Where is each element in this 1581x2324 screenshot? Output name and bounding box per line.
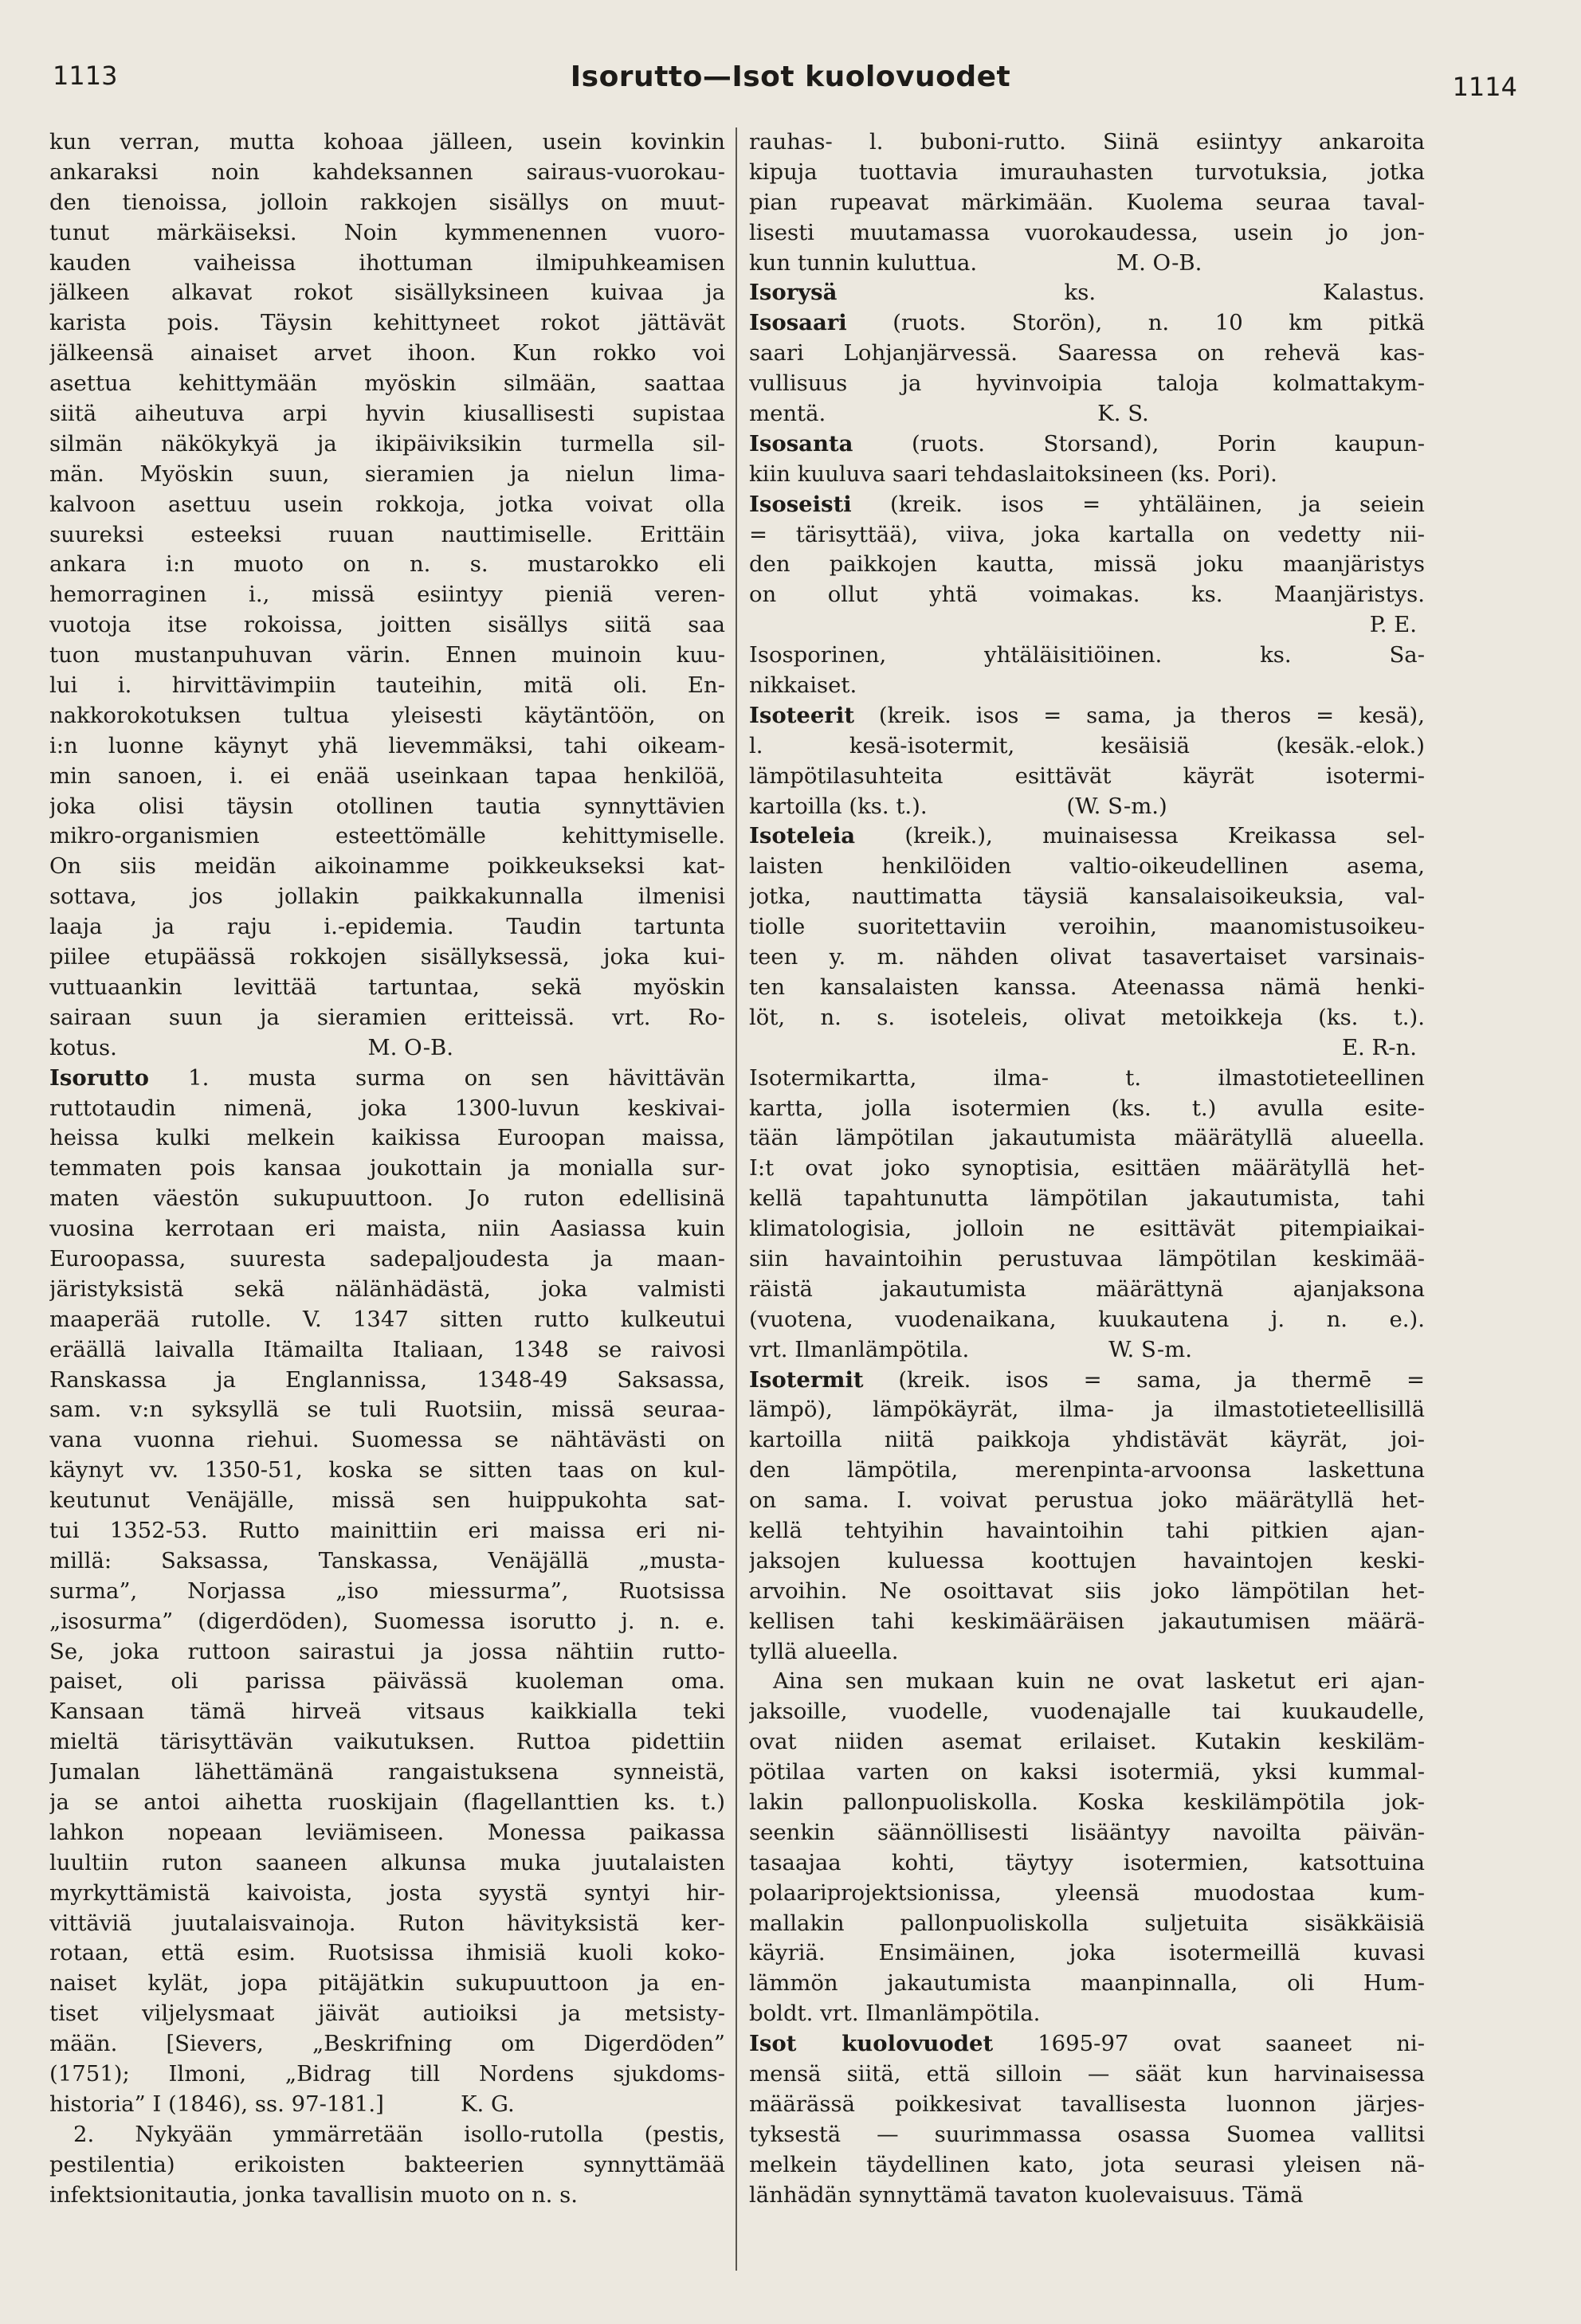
text-line: laisten henkilöiden valtio-oikeudellinen asema, bbox=[749, 853, 1425, 880]
text-line: kellä tapahtunutta lämpötilan jakautumista, tahi bbox=[749, 1186, 1425, 1212]
text-line: klimatologisia, jolloin ne esittävät pitempiaikai- bbox=[749, 1216, 1425, 1242]
text-line: ten kansalaisten kanssa. Ateenassa nämä henki- bbox=[749, 974, 1425, 1000]
text-line: = tärisyttää), viiva, joka kartalla on vedetty nii- bbox=[749, 521, 1425, 547]
text-line: Se, joka ruttoon sairastui ja jossa nähtiin rutto- bbox=[49, 1638, 725, 1664]
text-line: tiset viljelysmaat jäivät autioiksi ja metsisty- bbox=[49, 2001, 725, 2027]
text-line: silmän näkökykyä ja ikipäiviksikin turmella sil- bbox=[49, 430, 725, 457]
text-line: vullisuus ja hyvinvoipia taloja kolmattakym- bbox=[749, 370, 1425, 397]
text-line: (1751); Ilmoni, „Bidrag till Nordens sjukdoms- bbox=[49, 2061, 725, 2087]
text-line: jälkeensä ainaiset arvet ihoon. Kun rokko voi bbox=[49, 340, 725, 366]
text-line: Isotermit (kreik. isos = sama, ja thermē = bbox=[749, 1366, 1425, 1393]
text-line: piilee etupäässä rokkojen sisällyksessä, joka kui- bbox=[49, 944, 725, 970]
text-line: arvoihin. Ne osoittavat siis joko lämpötilan het- bbox=[749, 1577, 1425, 1604]
text-line: On siis meidän aikoinamme poikkeukseksi kat- bbox=[49, 853, 725, 880]
text-line: Isorutto 1. musta surma on sen hävittävän bbox=[49, 1064, 725, 1091]
text-line: kipuja tuottavia imurauhasten turvotuksia, jotka bbox=[749, 159, 1425, 185]
text-line: vuosina kerrotaan eri maista, niin Aasiassa kuin bbox=[49, 1216, 725, 1242]
text-line: infektsionitautia, jonka tavallisin muoto on n. s. bbox=[49, 2181, 578, 2208]
text-line: saari Lohjanjärvessä. Saaressa on rehevä kas- bbox=[749, 340, 1425, 366]
text-line: pötilaa varten on kaksi isotermiä, yksi kummal- bbox=[749, 1759, 1425, 1785]
text-line: polaariprojektsionissa, yleensä muodostaa kum- bbox=[749, 1879, 1425, 1906]
text-line: vrt. Ilmanlämpötila. W. S-m. bbox=[749, 1336, 1192, 1362]
text-line: Isot kuolovuodet 1695-97 ovat saaneet ni- bbox=[749, 2031, 1425, 2057]
text-line: rotaan, että esim. Ruotsissa ihmisiä kuoli koko- bbox=[49, 1940, 725, 1966]
text-line: lämpö), lämpökäyrät, ilma- ja ilmastotieteellisillä bbox=[749, 1397, 1425, 1423]
text-line: jaksoille, vuodelle, vuodenajalle tai kuukaudelle, bbox=[749, 1699, 1425, 1725]
running-title: Isorutto—Isot kuolovuodet bbox=[570, 61, 1011, 93]
text-line: Euroopassa, suuresta sadepaljoudesta ja maan- bbox=[49, 1245, 725, 1272]
text-line: lisesti muutamassa vuorokaudessa, usein jo jon- bbox=[749, 219, 1425, 245]
text-line: temmaten pois kansaa joukottain ja monialla sur- bbox=[49, 1155, 725, 1182]
text-line: laaja ja raju i.-epidemia. Taudin tartunta bbox=[49, 914, 725, 940]
text-line: P. E. bbox=[1369, 612, 1417, 638]
text-line: heissa kulki melkein kaikissa Euroopan maissa, bbox=[49, 1125, 725, 1151]
text-line: Isosaari (ruots. Storön), n. 10 km pitkä bbox=[749, 310, 1425, 336]
text-line: kellisen tahi keskimääräisen jakautumisen määrä- bbox=[749, 1608, 1425, 1634]
text-line: eräällä laivalla Itämailta Italiaan, 1348 se raivosi bbox=[49, 1336, 725, 1362]
text-line: siin havaintoihin perustuvaa lämpötilan keskimää- bbox=[749, 1245, 1425, 1272]
text-line: tyksestä — suurimmassa osassa Suomea vallitsi bbox=[749, 2121, 1425, 2147]
text-line: I:t ovat joko synoptisia, esittäen määrätyllä het- bbox=[749, 1155, 1425, 1182]
text-line: kotus. M. O-B. bbox=[49, 1034, 453, 1060]
text-line: käyriä. Ensimäinen, joka isotermeillä kuvasi bbox=[749, 1940, 1425, 1966]
text-line: Isoteerit (kreik. isos = sama, ja theros = kesä), bbox=[749, 702, 1425, 728]
text-line: tui 1352-53. Rutto mainittiin eri maissa eri ni- bbox=[49, 1517, 725, 1543]
text-line: joka olisi täysin otollinen tautia synnyttävien bbox=[49, 793, 725, 819]
text-line: kun verran, mutta kohoaa jälleen, usein kovinkin bbox=[49, 129, 725, 155]
text-line: Isotermikartta, ilma- t. ilmastotieteellinen bbox=[749, 1064, 1425, 1091]
text-line: Isosanta (ruots. Storsand), Porin kaupun- bbox=[749, 430, 1425, 457]
text-line: ankara i:n muoto on n. s. mustarokko eli bbox=[49, 551, 725, 578]
text-line: vittäviä juutalaisvainoja. Ruton hävityksistä ker- bbox=[49, 1910, 725, 1936]
text-line: melkein täydellinen kato, jota seurasi yleisen nä- bbox=[749, 2151, 1425, 2177]
text-line: suureksi esteeksi ruuan nauttimiselle. Erittäin bbox=[49, 521, 725, 547]
text-line: on ollut yhtä voimakas. ks. Maanjäristys. bbox=[749, 582, 1425, 608]
right-text-column bbox=[749, 127, 1425, 2210]
text-line: kalvoon asettuu usein rokkoja, jotka voivat olla bbox=[49, 491, 725, 517]
text-line: naiset kylät, jopa pitäjätkin sukupuuttoon ja en- bbox=[49, 1970, 725, 1997]
text-line: ankaraksi noin kahdeksannen sairaus-vuorokau- bbox=[49, 159, 725, 185]
text-line: teen y. m. nähden olivat tasavertaiset varsinais- bbox=[749, 944, 1425, 970]
text-line: sottava, jos jollakin paikkakunnalla ilmenisi bbox=[49, 884, 725, 910]
page-number-right: 1114 bbox=[1452, 72, 1517, 102]
text-line: mään. [Sievers, „Beskrifning om Digerdöden” bbox=[49, 2031, 725, 2057]
text-line: Isorysä ks. Kalastus. bbox=[749, 280, 1425, 306]
text-line: maten väestön sukupuuttoon. Jo ruton edellisinä bbox=[49, 1186, 725, 1212]
left-text-column bbox=[49, 127, 725, 2210]
text-line: i:n luonne käynyt yhä lievemmäksi, tahi oikeam- bbox=[49, 732, 725, 758]
text-line: löt, n. s. isoteleis, olivat metoikkeja (ks. t.). bbox=[749, 1004, 1425, 1030]
text-line: tiolle suoritettaviin veroihin, maanomistusoikeu- bbox=[749, 914, 1425, 940]
text-line: tunut märkäiseksi. Noin kymmenennen vuoro- bbox=[49, 219, 725, 245]
text-line: Aina sen mukaan kuin ne ovat lasketut eri ajan- bbox=[773, 1668, 1425, 1695]
text-line: määrässä poikkesivat tavallisesta luonnon järjes- bbox=[749, 2091, 1425, 2117]
text-line: E. R-n. bbox=[1341, 1034, 1417, 1060]
text-line: jälkeen alkavat rokot sisällyksineen kuivaa ja bbox=[49, 280, 725, 306]
text-line: keutunut Venäjälle, missä sen huippukohta sat- bbox=[49, 1487, 725, 1514]
text-line: lahkon nopeaan leviämiseen. Monessa paikassa bbox=[49, 1819, 725, 1845]
text-line: män. Myöskin suun, sieramien ja nielun lima- bbox=[49, 460, 725, 487]
text-line: sairaan suun ja sieramien eritteissä. vrt. Ro- bbox=[49, 1004, 725, 1030]
text-line: myrkyttämistä kaivoista, josta syystä syntyi hir- bbox=[49, 1879, 725, 1906]
text-line: den paikkojen kautta, missä joku maanjäristys bbox=[749, 551, 1425, 578]
text-line: siitä aiheutuva arpi hyvin kiusallisesti supistaa bbox=[49, 401, 725, 427]
text-line: lämpötilasuhteita esittävät käyrät isotermi- bbox=[749, 762, 1425, 789]
page-number-left: 1113 bbox=[53, 61, 118, 91]
text-line: ja se antoi aihetta ruoskijain (flagellanttien ks. t.) bbox=[49, 1789, 725, 1815]
text-line: ovat niiden asemat erilaiset. Kutakin keskiläm- bbox=[749, 1729, 1425, 1755]
text-line: asettua kehittymään myöskin silmään, saattaa bbox=[49, 370, 725, 397]
text-line: järistyksistä sekä nälänhädästä, joka valmisti bbox=[49, 1276, 725, 1302]
text-line: vuotoja itse rokoissa, joitten sisällys siitä saa bbox=[49, 612, 725, 638]
text-line: kauden vaiheissa ihottuman ilmipuhkeamisen bbox=[49, 249, 725, 276]
text-line: paiset, oli parissa päivässä kuoleman oma. bbox=[49, 1668, 725, 1695]
text-line: Kansaan tämä hirveä vitsaus kaikkialla teki bbox=[49, 1699, 725, 1725]
text-line: lui i. hirvittävimpiin tauteihin, mitä oli. En- bbox=[49, 672, 725, 699]
text-line: (vuotena, vuodenaikana, kuukautena j. n. e.). bbox=[749, 1306, 1425, 1332]
text-line: den tienoissa, jolloin rakkojen sisällys on muut- bbox=[49, 189, 725, 215]
text-line: karista pois. Täysin kehittyneet rokot jättävät bbox=[49, 310, 725, 336]
text-line: 2. Nykyään ymmärretään isollo-rutolla (pestis, bbox=[73, 2121, 725, 2147]
text-line: historia” I (1846), ss. 97-181.] K. G. bbox=[49, 2091, 515, 2117]
text-line: maaperää rutolle. V. 1347 sitten rutto kulkeutui bbox=[49, 1306, 725, 1332]
text-line: hemorraginen i., missä esiintyy pieniä veren- bbox=[49, 582, 725, 608]
text-line: tyllä alueella. bbox=[749, 1638, 899, 1664]
text-line: räistä jakautumista määrättynä ajanjaksona bbox=[749, 1276, 1425, 1302]
text-line: nikkaiset. bbox=[749, 672, 857, 699]
text-line: nakkorokotuksen tultua yleisesti käytäntöön, on bbox=[49, 702, 725, 728]
text-line: kartoilla (ks. t.). (W. S-m.) bbox=[749, 793, 1167, 819]
text-line: ruttotaudin nimenä, joka 1300-luvun keskivai- bbox=[49, 1095, 725, 1121]
text-line: Ranskassa ja Englannissa, 1348-49 Saksassa, bbox=[49, 1366, 725, 1393]
text-line: vana vuonna riehui. Suomessa se nähtävästi on bbox=[49, 1427, 725, 1453]
text-line: tasaajaa kohti, täytyy isotermien, katsottuina bbox=[749, 1849, 1425, 1875]
text-line: Jumalan lähettämänä rangaistuksena synneistä, bbox=[49, 1759, 725, 1785]
text-line: kiin kuuluva saari tehdaslaitoksineen (ks. Pori). bbox=[749, 460, 1277, 487]
text-line: millä: Saksassa, Tanskassa, Venäjällä „musta- bbox=[49, 1547, 725, 1574]
text-line: mieltä tärisyttävän vaikutuksen. Ruttoa pidettiin bbox=[49, 1729, 725, 1755]
text-line: kartoilla niitä paikkoja yhdistävät käyrät, joi- bbox=[749, 1427, 1425, 1453]
text-line: vuttuaankin levittää tartuntaa, sekä myöskin bbox=[49, 974, 725, 1000]
page-header bbox=[48, 61, 1533, 108]
text-line: sam. v:n syksyllä se tuli Ruotsiin, missä seuraa- bbox=[49, 1397, 725, 1423]
text-line: Isosporinen, yhtäläisitiöinen. ks. Sa- bbox=[749, 642, 1425, 668]
text-line: länhädän synnyttämä tavaton kuolevaisuus. Tämä bbox=[749, 2181, 1304, 2208]
text-line: rauhas- l. buboni-rutto. Siinä esiintyy ankaroita bbox=[749, 129, 1425, 155]
text-line: pestilentia) erikoisten bakteerien synnyttämää bbox=[49, 2151, 725, 2177]
text-line: tuon mustanpuhuvan värin. Ennen muinoin kuu- bbox=[49, 642, 725, 668]
text-line: lämmön jakautumista maanpinnalla, oli Hum- bbox=[749, 1970, 1425, 1997]
text-line: mallakin pallonpuoliskolla suljetuita sisäkkäisiä bbox=[749, 1910, 1425, 1936]
text-line: on sama. I. voivat perustua joko määrätyllä het- bbox=[749, 1487, 1425, 1514]
text-line: pian rupeavat märkimään. Kuolema seuraa taval- bbox=[749, 189, 1425, 215]
text-line: jotka, nauttimatta täysiä kansalaisoikeuksia, val- bbox=[749, 884, 1425, 910]
text-line: lakin pallonpuoliskolla. Koska keskilämpötila jok- bbox=[749, 1789, 1425, 1815]
text-line: luultiin ruton saaneen alkunsa muka juutalaisten bbox=[49, 1849, 725, 1875]
text-line: jaksojen kuluessa koottujen havaintojen keski- bbox=[749, 1547, 1425, 1574]
text-line: Isoseisti (kreik. isos = yhtäläinen, ja seiein bbox=[749, 491, 1425, 517]
text-line: tään lämpötilan jakautumista määrätyllä alueella. bbox=[749, 1125, 1425, 1151]
text-line: min sanoen, i. ei enää useinkaan tapaa henkilöä, bbox=[49, 762, 725, 789]
text-line: den lämpötila, merenpinta-arvoonsa laskettuna bbox=[749, 1457, 1425, 1483]
column-divider bbox=[736, 127, 737, 2271]
text-line: mikro-organismien esteettömälle kehittymiselle. bbox=[49, 823, 725, 849]
text-line: kartta, jolla isotermien (ks. t.) avulla esite- bbox=[749, 1095, 1425, 1121]
text-line: l. kesä-isotermit, kesäisiä (kesäk.-elok.) bbox=[749, 732, 1425, 758]
text-line: „isosurma” (digerdöden), Suomessa isorutto j. n. e. bbox=[49, 1608, 725, 1634]
text-line: mentä. K. S. bbox=[749, 401, 1149, 427]
text-line: boldt. vrt. Ilmanlämpötila. bbox=[749, 2001, 1041, 2027]
text-line: seenkin säännöllisesti lisääntyy navoilta päivän- bbox=[749, 1819, 1425, 1845]
text-line: Isoteleia (kreik.), muinaisessa Kreikassa sel- bbox=[749, 823, 1425, 849]
text-line: kellä tehtyihin havaintoihin tahi pitkien ajan- bbox=[749, 1517, 1425, 1543]
text-line: mensä siitä, että silloin — säät kun harvinaisessa bbox=[749, 2061, 1425, 2087]
text-line: käynyt vv. 1350-51, koska se sitten taas on kul- bbox=[49, 1457, 725, 1483]
text-line: kun tunnin kuluttua. M. O-B. bbox=[749, 249, 1202, 276]
text-line: surma”, Norjassa „iso miessurma”, Ruotsissa bbox=[49, 1577, 725, 1604]
